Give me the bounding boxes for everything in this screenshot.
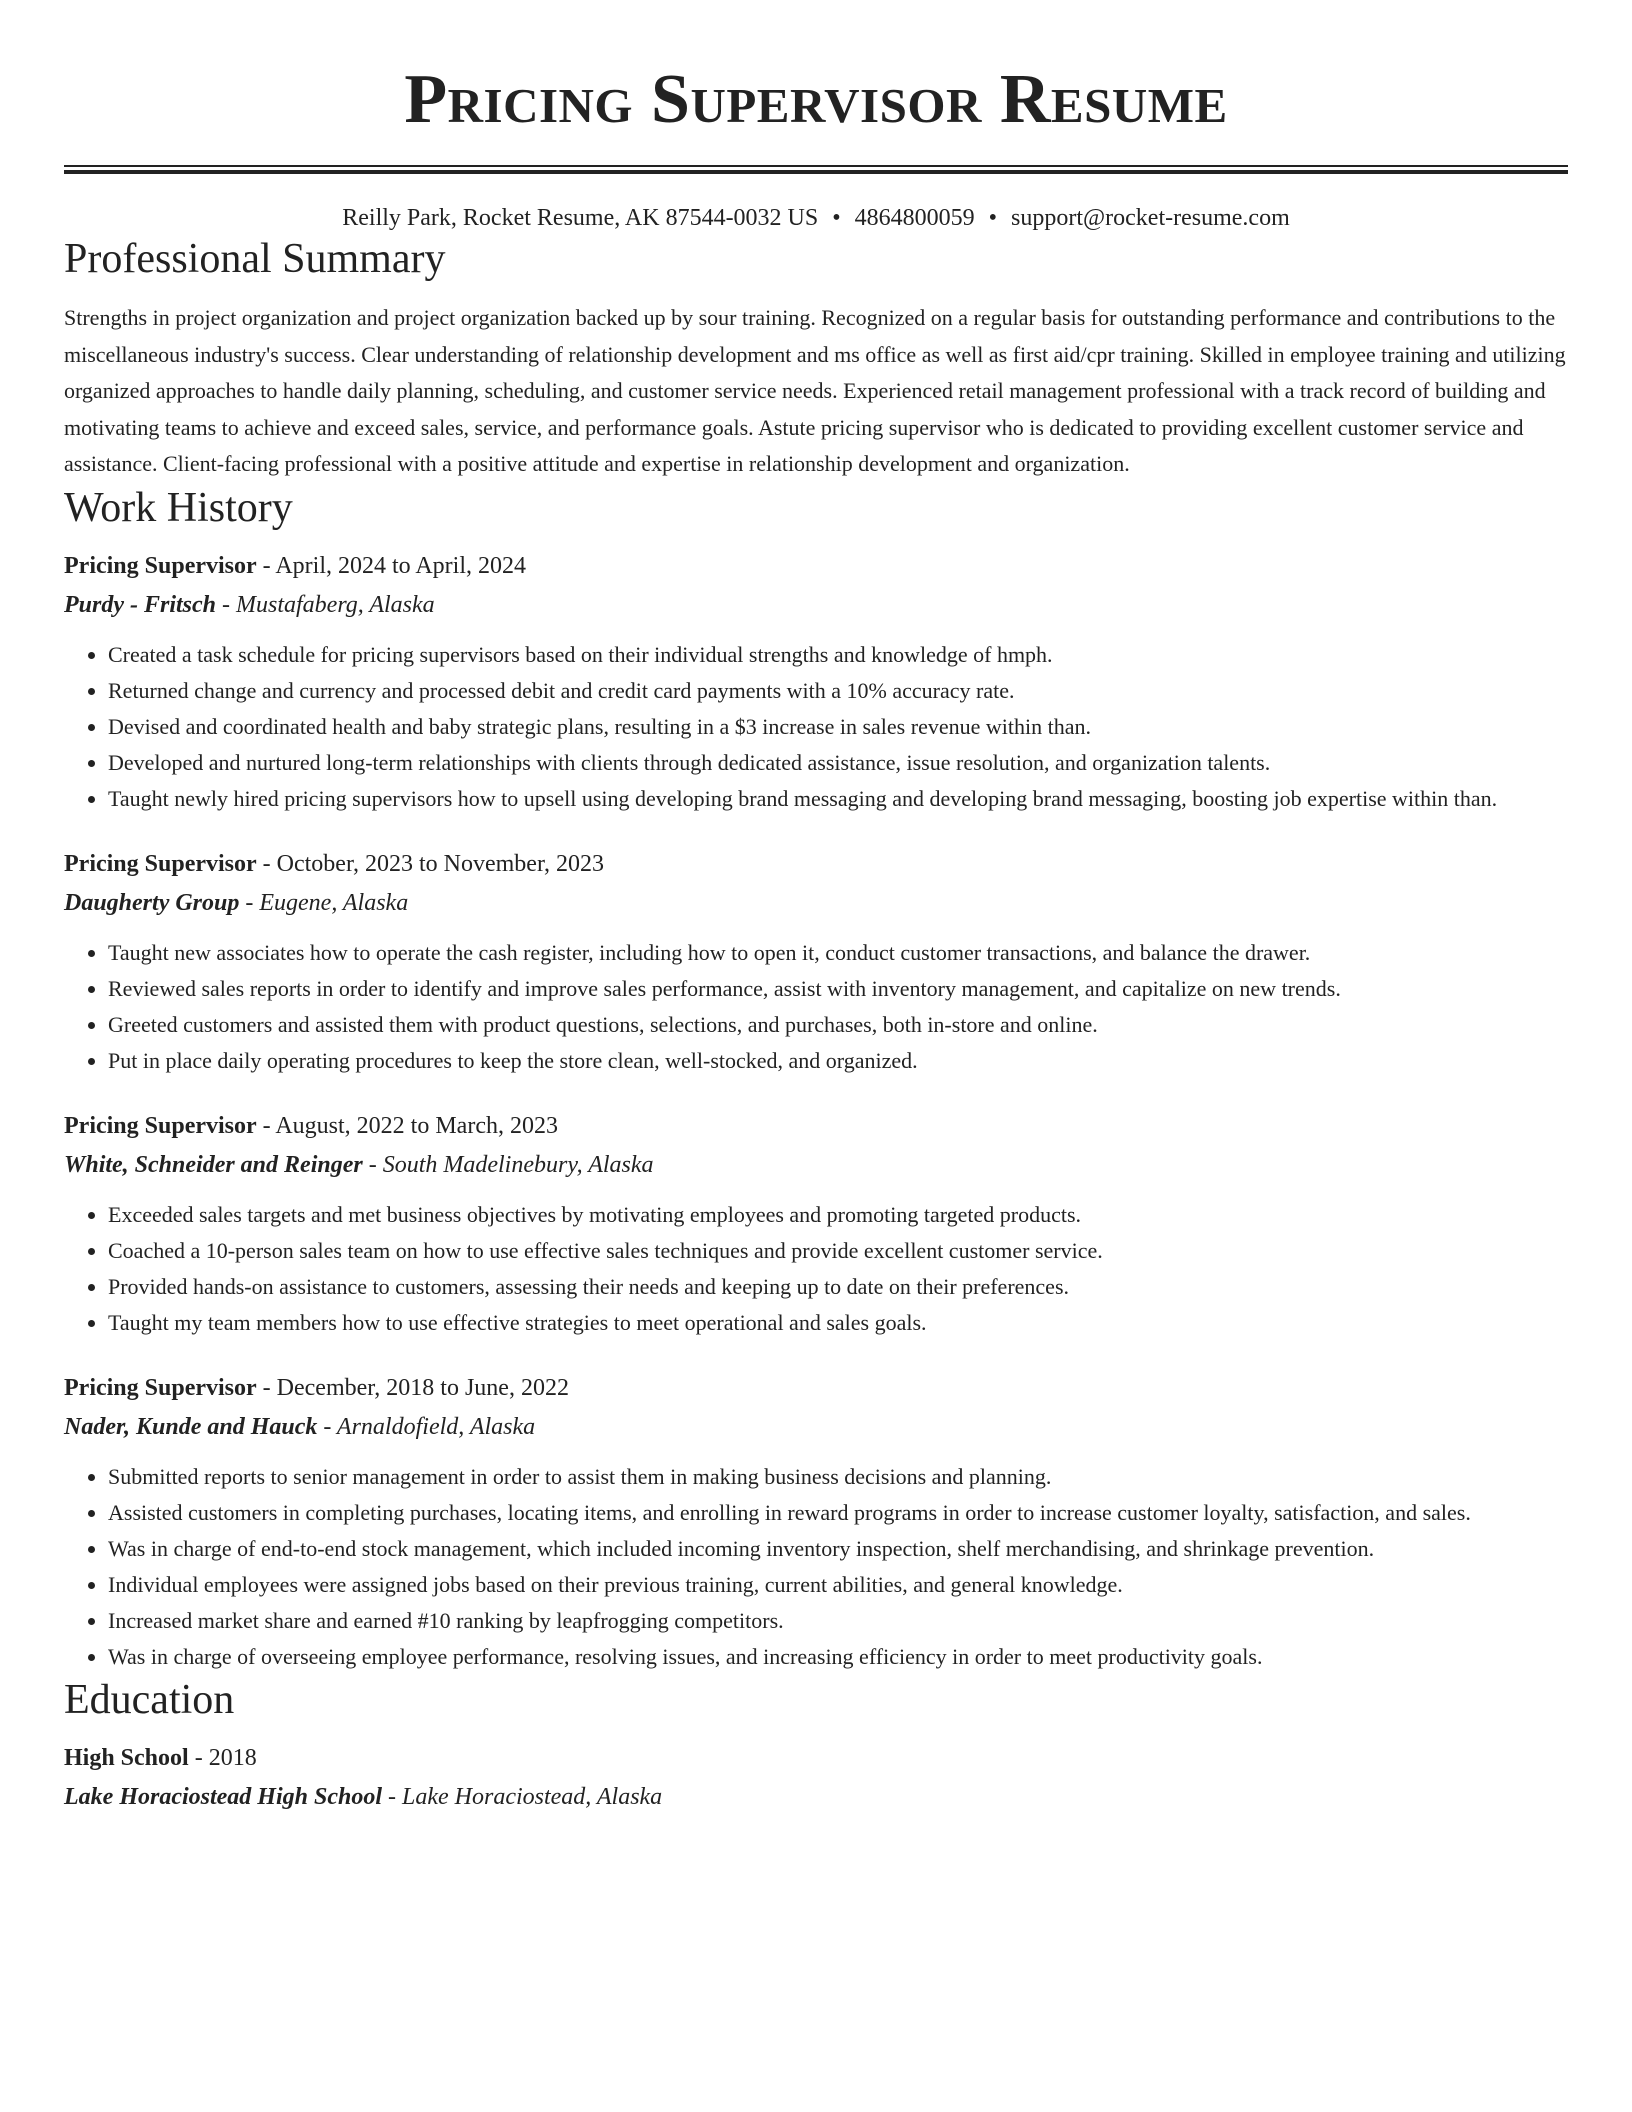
- job-location: - Mustafaberg, Alaska: [216, 591, 435, 618]
- job-bullet: • Coached a 10-person sales team on how to use effective sales techniques and provide excellent customer service.: [108, 1233, 1568, 1269]
- job-bullet: • Taught new associates how to operate the cash register, including how to open it, conduct customer transactions, and balance the drawer.: [108, 935, 1568, 971]
- resume-title: Pricing Supervisor Resume: [404, 61, 1228, 138]
- job-title-line: [64, 845, 1568, 884]
- job-title-line: [64, 1369, 1568, 1408]
- job-company: White, Schneider and Reinger: [64, 1151, 363, 1178]
- education-entry: [64, 1739, 1568, 1817]
- job-dates: - August, 2022 to March, 2023: [256, 1112, 558, 1139]
- job-bullet: • Was in charge of end-to-end stock management, which included incoming inventory inspection, shelf merchandising, and shrinkage prevention.: [108, 1531, 1568, 1567]
- job-bullet: • Assisted customers in completing purchases, locating items, and enrolling in reward programs in order to increase customer loyalty, satisfaction, and sales.: [108, 1495, 1568, 1531]
- education-location: - Lake Horaciostead, Alaska: [382, 1783, 663, 1810]
- job-bullet: • Individual employees were assigned jobs based on their previous training, current abilities, and general knowledge.: [108, 1567, 1568, 1603]
- education-degree-line: [64, 1739, 1568, 1778]
- summary-text: Strengths in project organization and project organization backed up by sour training. Recognized on a regular basis for outstanding performance and contributions to the miscellaneous industry's success. Clear understanding of relationship development and ms office as well as first aid/cpr training. Skilled in employee training and utilizing organized approaches to handle daily planning, scheduling, and customer service needs. Experienced retail management professional with a track record of building and motivating teams to achieve and exceed sales, service, and performance goals. Astute pricing supervisor who is dedicated to providing excellent customer service and assistance. Client-facing professional with a positive attitude and expertise in relationship development and organization.: [64, 305, 1566, 476]
- job-bullets: [64, 637, 1568, 817]
- title-divider: [64, 165, 1568, 174]
- job-bullet: • Taught newly hired pricing supervisors how to upsell using developing brand messaging and developing brand messaging, boosting job expertise within than.: [108, 781, 1568, 817]
- job-bullet: • Submitted reports to senior management in order to assist them in making business decisions and planning.: [108, 1459, 1568, 1495]
- job-company-line: [64, 1146, 1568, 1185]
- education-degree: High School: [64, 1744, 189, 1771]
- job-bullet: • Reviewed sales reports in order to identify and improve sales performance, assist with inventory management, and capitalize on new trends.: [108, 971, 1568, 1007]
- job-bullet: • Created a task schedule for pricing supervisors based on their individual strengths and knowledge of hmph.: [108, 637, 1568, 673]
- work-history-heading: Work History: [64, 484, 293, 531]
- work-history-list: [64, 547, 1568, 1675]
- contact-separator: •: [988, 205, 998, 231]
- job-dates: - April, 2024 to April, 2024: [256, 552, 526, 579]
- job-entry: [64, 845, 1568, 1079]
- job-title: Pricing Supervisor: [64, 552, 257, 579]
- job-dates: - October, 2023 to November, 2023: [256, 850, 604, 877]
- job-entry: [64, 1369, 1568, 1675]
- contact-line: [64, 202, 1568, 234]
- education-year: - 2018: [188, 1744, 257, 1771]
- job-title: Pricing Supervisor: [64, 850, 257, 877]
- job-entry: [64, 1107, 1568, 1341]
- job-company: Purdy - Fritsch: [64, 591, 217, 618]
- job-title-line: [64, 547, 1568, 586]
- job-bullet: • Increased market share and earned #10 ranking by leapfrogging competitors.: [108, 1603, 1568, 1639]
- job-bullet: • Put in place daily operating procedures to keep the store clean, well-stocked, and organized.: [108, 1043, 1568, 1079]
- job-bullets: [64, 935, 1568, 1079]
- job-bullet: • Greeted customers and assisted them with product questions, selections, and purchases, both in-store and online.: [108, 1007, 1568, 1043]
- job-entry: [64, 547, 1568, 817]
- job-bullet: • Devised and coordinated health and baby strategic plans, resulting in a $3 increase in sales revenue within than.: [108, 709, 1568, 745]
- job-company: Nader, Kunde and Hauck: [64, 1413, 318, 1440]
- job-dates: - December, 2018 to June, 2022: [256, 1374, 569, 1401]
- job-company: Daugherty Group: [64, 889, 240, 916]
- education-school-line: [64, 1778, 1568, 1817]
- job-bullet: • Taught my team members how to use effective strategies to meet operational and sales goals.: [108, 1305, 1568, 1341]
- contact-phone: 4864800059: [854, 205, 975, 231]
- job-title-line: [64, 1107, 1568, 1146]
- job-bullet: • Returned change and currency and processed debit and credit card payments with a 10% accuracy rate.: [108, 673, 1568, 709]
- job-bullet: • Provided hands-on assistance to customers, assessing their needs and keeping up to date on their preferences.: [108, 1269, 1568, 1305]
- job-location: - South Madelinebury, Alaska: [362, 1151, 654, 1178]
- job-bullet: • Developed and nurtured long-term relationships with clients through dedicated assistance, issue resolution, and organization talents.: [108, 745, 1568, 781]
- job-title: Pricing Supervisor: [64, 1112, 257, 1139]
- contact-address: Reilly Park, Rocket Resume, AK 87544-0032 US: [342, 205, 819, 231]
- contact-separator: •: [832, 205, 841, 231]
- education-heading: Education: [64, 1676, 235, 1723]
- job-location: - Eugene, Alaska: [239, 889, 409, 916]
- education-school: Lake Horaciostead High School: [64, 1783, 382, 1810]
- job-title: Pricing Supervisor: [64, 1374, 257, 1401]
- job-bullets: [64, 1197, 1568, 1341]
- job-company-line: [64, 1408, 1568, 1447]
- summary-heading: Professional Summary: [64, 236, 446, 282]
- job-bullets: [64, 1459, 1568, 1675]
- job-bullet: • Was in charge of overseeing employee performance, resolving issues, and increasing efficiency in order to meet productivity goals.: [108, 1639, 1568, 1675]
- job-bullet: • Exceeded sales targets and met business objectives by motivating employees and promoting targeted products.: [108, 1197, 1568, 1233]
- job-location: - Arnaldofield, Alaska: [317, 1413, 536, 1440]
- job-company-line: [64, 884, 1568, 923]
- job-company-line: [64, 586, 1568, 625]
- contact-email: support@rocket-resume.com: [1011, 205, 1290, 231]
